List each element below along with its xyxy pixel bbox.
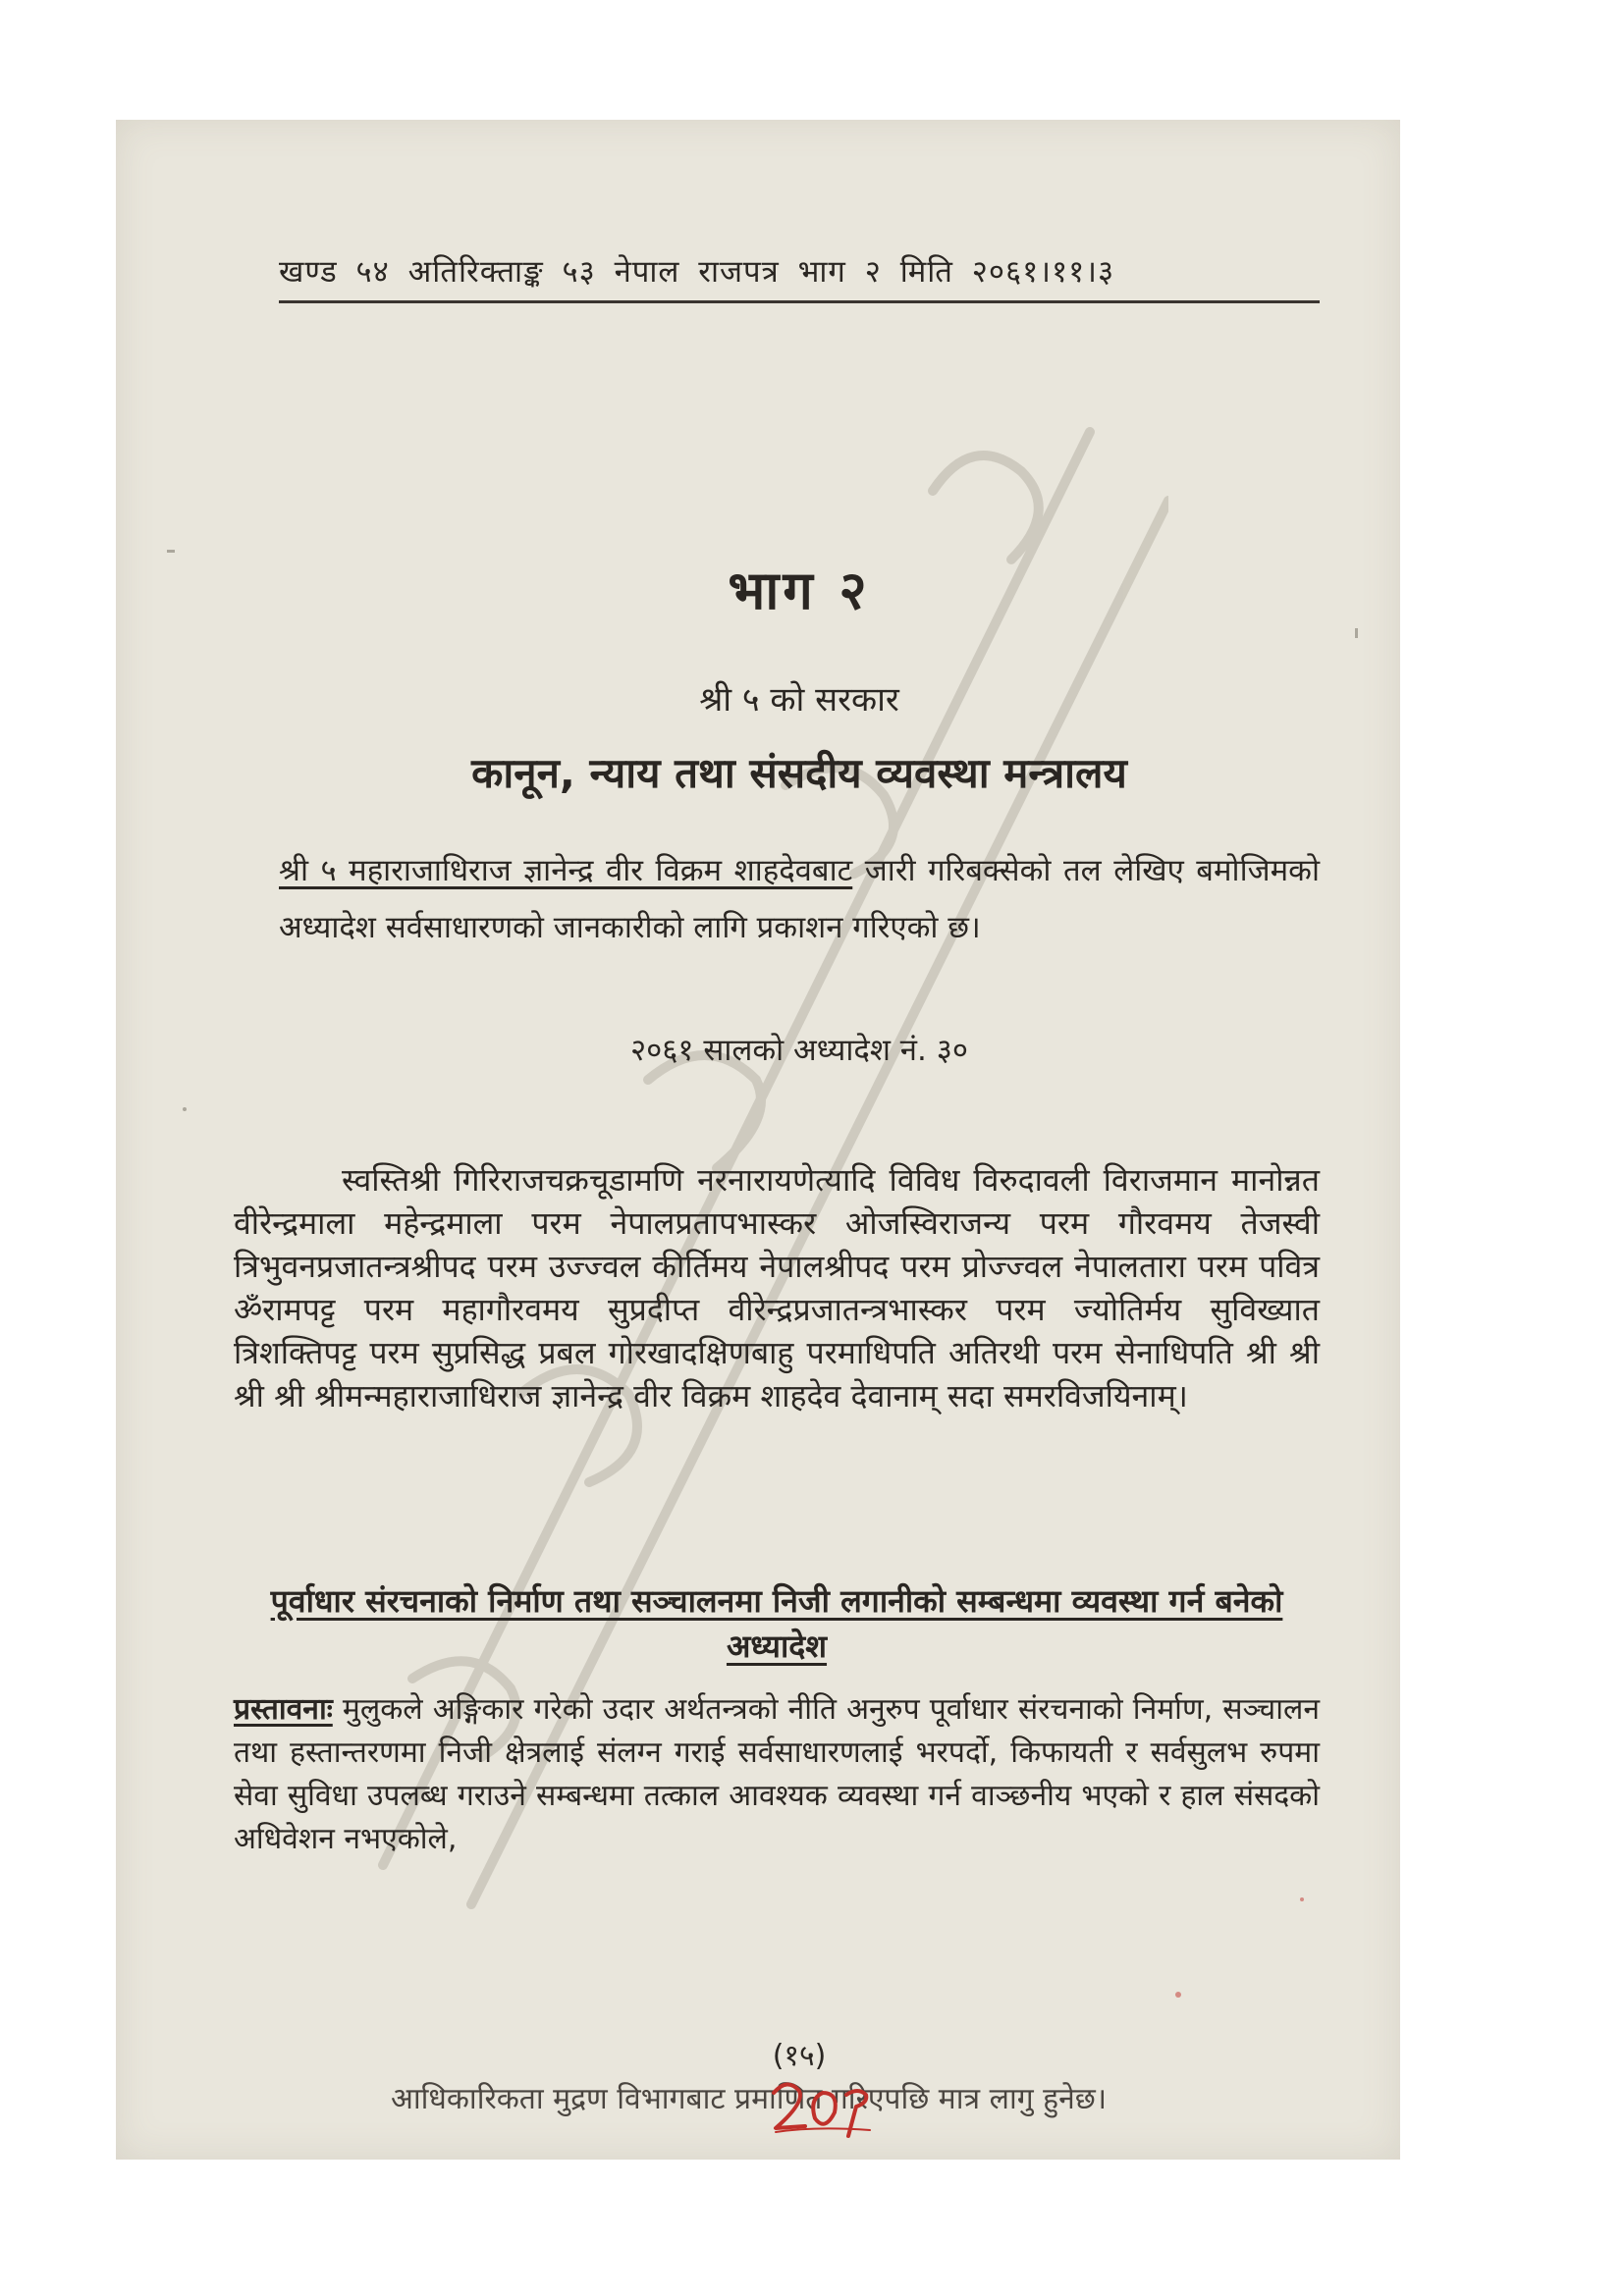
publication-notice: [279, 842, 1320, 956]
preamble-statement-text: मुलुकले अङ्गिकार गरेको उदार अर्थतन्त्रको नीति अनुरुप पूर्वाधार संरचनाको निर्माण, सञ्चालन तथा हस्तान्तरणमा निजी क्षेत्रलाई संलग्न गराई सर्वसाधारणलाई भरपर्दो, किफायती र सर्वसुलभ रुपमा सेवा सुविधा उपलब्ध गराउने सम्बन्धमा तत्काल आवश्यक व्यवस्था गर्न वाञ्छनीय भएको र हाल संसदको अधिवेशन नभएकोले,: [234, 1692, 1320, 1856]
ordinance-title: पूर्वाधार संरचनाको निर्माण तथा सञ्चालनमा निजी लगानीको सम्बन्धमा व्यवस्था गर्न बनेको अध्यादेश: [270, 1582, 1283, 1665]
ordinance-number: २०६१ सालको अध्यादेश नं. ३०: [630, 1033, 968, 1068]
gazette-header: खण्ड ५४ अतिरिक्ताङ्क ५३ नेपाल राजपत्र भाग २ मिति २०६१।११।३: [279, 254, 1115, 290]
preamble-statement: [234, 1688, 1320, 1861]
ministry-title: कानून, न्याय तथा संसदीय व्यवस्था मन्त्रालय: [471, 749, 1127, 797]
notice-underlined: श्री ५ महाराजाधिराज ज्ञानेन्द्र वीर विक्रम शाहदेवबाट: [279, 853, 853, 888]
notice-text: जारी गरिबक्सेको तल लेखिए बमोजिमको अध्यादेश सर्वसाधारणको जानकारीको लागि प्रकाशन गरिएको छ।: [279, 853, 1320, 945]
footer-note: आधिकारिकता मुद्रण विभागबाट प्रमाणित गरिएपछि मात्र लागु हुनेछ।: [391, 2082, 1108, 2116]
part-title: भाग २: [728, 560, 871, 621]
royal-preamble: स्वस्तिश्री गिरिराजचक्रचूडामणि नरनारायणेत्यादि विविध विरुदावली विराजमान मानोन्नत वीरेन्द्रमाला महेन्द्रमाला परम नेपालप्रतापभास्कर ओजस्विराजन्य परम गौरवमय तेजस्वी त्रिभुवनप्रजातन्त्रश्रीपद परम उज्ज्वल कीर्तिमय नेपालश्रीपद परम प्रोज्ज्वल नेपालतारा परम पवित्र ॐरामपट्ट परम महागौरवमय सुप्रदीप्त वीरेन्द्रप्रजातन्त्रभास्कर परम ज्योतिर्मय सुविख्यात त्रिशक्तिपट्ट परम सुप्रसिद्ध प्रबल गोरखादक्षिणबाहु परमाधिपति अतिरथी परम सेनाधिपति श्री श्री श्री श्री श्रीमन्महाराजाधिराज ज्ञानेन्द्र वीर विक्रम शाहदेव देवानाम् सदा समरविजयिनाम्।: [234, 1161, 1320, 1415]
page-number: (१५): [772, 2039, 827, 2073]
header-divider: [279, 300, 1320, 303]
preamble-label: प्रस्तावनाः: [234, 1692, 333, 1727]
government-line: श्री ५ को सरकार: [699, 680, 899, 720]
handwritten-mark: [766, 2071, 874, 2140]
